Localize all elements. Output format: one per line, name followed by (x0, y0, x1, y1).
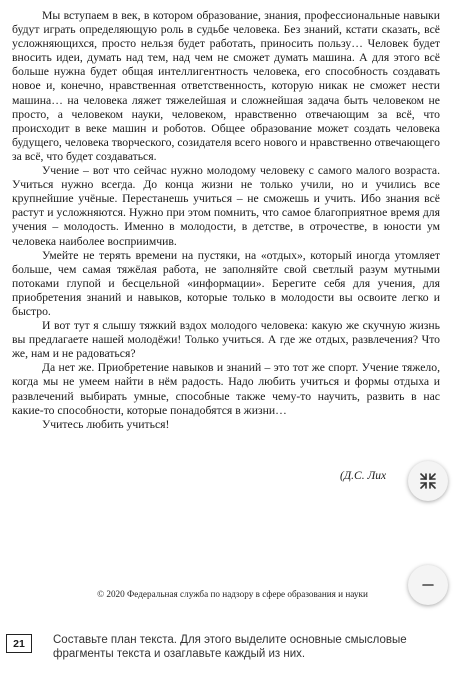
paragraph-4: И вот тут я слышу тяжкий вздох молодого человека: какую же скучную жизнь вы предлагаете нашей молодёжи! Только учиться. А где же отдых, развлечения? Что же, нам и не радоваться? (12, 319, 440, 361)
task-instruction: Составьте план текста. Для этого выделите основные смысловые фрагменты текста и озаглавьте каждый из них. (53, 634, 407, 660)
copyright-footer: © 2020 Федеральная служба по надзору в сфере образования и науки (97, 589, 368, 599)
collapse-button[interactable] (408, 461, 448, 501)
paragraph-3: Умейте не терять времени на пустяки, на «отдых», который иногда утомляет больше, чем самая тяжёлая работа, не заполняйте свой светлый разум мутными потоками глупой и бесцельной «информации». Берегите себя для учения, для приобретения знаний и навыков, которые только в молодости вы освоите легко и быстро. (12, 248, 440, 318)
paragraph-5: Да нет же. Приобретение навыков и знаний – это тот же спорт. Учение тяжело, когда мы не умеем найти в нём радость. Надо любить учиться и формы отдыха и развлечений выбирать умные, способные также чему-то научить, развить в нас какие-то способности, которые понадобятся в жизни… (12, 361, 440, 417)
paragraph-2: Учение – вот что сейчас нужно молодому человеку с самого малого возраста. Учиться нужно всегда. До конца жизни не только учили, но и учились все крупнейшие учёные. Перестанешь учиться – не сможешь и учить. Ибо знания всё растут и усложняются. Нужно при этом помнить, что самое благоприятное время для учения – молодость. Именно в молодости, в детстве, в отрочестве, в юности ум человека наиболее восприимчив. (12, 164, 440, 248)
paragraph-1: Мы вступаем в век, в котором образование, знания, профессиональные навыки будут играть определяющую роль в судьбе человека. Без знаний, кстати сказать, всё усложняющихся, просто нельзя будет работать, приносить пользу… Человек будет вносить идеи, думать над тем, над чем не сможет думать машина. А для этого всё больше нужна будет общая интеллигентность человека, его способность создавать новое и, конечно, нравственная ответственность, которую никак не сможет нести машина… на человека ляжет тяжелейшая и сложнейшая задача быть человеком не просто, а человеком науки, человеком, нравственно отвечающим за всё, что происходит в веке машин и роботов. Общее образование может создать человека будущего, человека творческого, созидателя всего нового и нравственно отвечающего за всё, что будет создаваться. (12, 9, 441, 163)
article-text (12, 9, 440, 432)
zoom-out-button[interactable] (408, 565, 448, 605)
minus-icon (421, 578, 435, 592)
paragraph-6: Учитесь любить учиться! (42, 417, 170, 431)
task-number-box: 21 (6, 634, 32, 653)
collapse-arrows-icon (419, 472, 437, 490)
author-signature: (Д.С. Лих (340, 470, 387, 482)
